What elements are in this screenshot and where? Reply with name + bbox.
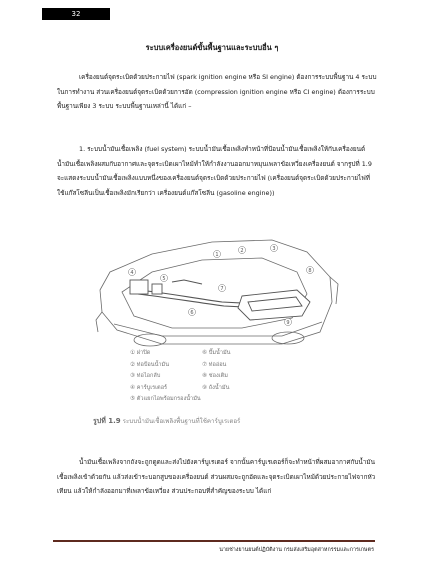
callout-7 bbox=[218, 284, 225, 292]
legend-right-column bbox=[202, 348, 231, 394]
svg-text:6: 6 bbox=[190, 310, 194, 316]
callout-1 bbox=[213, 250, 220, 258]
footer-divider bbox=[53, 540, 375, 542]
svg-text:5: 5 bbox=[162, 276, 166, 282]
legend-item: ⑦ ท่ออ่อน bbox=[202, 361, 227, 368]
legend-item: ① ฝาปิด bbox=[130, 350, 151, 356]
callout-9 bbox=[284, 318, 291, 326]
legend-item: ⑤ ตัวแยกไอพร้อมกรองน้ำมัน bbox=[130, 396, 201, 403]
footer-text: นายช่างยานยนต์ปฏิบัติงาน กรมส่งเสริมอุตสาหกรรมและการเกษตร bbox=[219, 547, 374, 553]
figure-caption-label: รูปที่ 1.9 bbox=[93, 417, 121, 425]
legend-item: ⑨ ถังน้ำมัน bbox=[202, 384, 230, 391]
svg-text:4: 4 bbox=[130, 270, 134, 276]
legend-item: ④ คาร์บูเรเตอร์ bbox=[130, 384, 168, 391]
fuel-system-illustration bbox=[92, 232, 342, 447]
figure-caption-text: ระบบน้ำมันเชื้อเพลิงพื้นฐานที่ใช้คาร์บูเรเตอร์ bbox=[122, 418, 241, 425]
svg-text:9: 9 bbox=[286, 320, 290, 326]
legend-item: ③ ท่อไอกลับ bbox=[130, 373, 161, 380]
svg-text:7: 7 bbox=[220, 286, 224, 292]
figure-caption bbox=[93, 416, 240, 427]
svg-text:1: 1 bbox=[215, 252, 219, 258]
legend-item: ⑧ ช่องเติม bbox=[202, 373, 228, 380]
carburetor-engine bbox=[130, 280, 162, 294]
paragraph-carburetor-text: น้ำมันเชื้อเพลิงจากถังจะถูกดูดและส่งไปยังคาร์บูเรเตอร์ จากนั้นคาร์บูเรเตอร์ก็จะทำหน้าที่ผสมอากาศกับน้ำมันเชื้อเพลิงเข้าด้วยกัน แล้วส่งเข้าระบอกสูบของเครื่องยนต์ ส่วนผสมจะถูกอัดและจุดระเบิดเผาไหม้ด้วยประกายไฟจากหัวเทียน แล้วให้กำลังออกมาที่เพลาข้อเหวี่ยง ส่วนประกอบที่สำคัญของระบบ ได้แก่ bbox=[57, 458, 376, 496]
svg-text:8: 8 bbox=[308, 268, 312, 274]
svg-text:3: 3 bbox=[272, 246, 276, 252]
callout-8 bbox=[306, 266, 313, 274]
legend-left-column bbox=[130, 348, 201, 406]
callout-5 bbox=[160, 274, 167, 282]
paragraph-fuel-system-text: 1. ระบบน้ำมันเชื้อเพลิง (fuel system) ระบบน้ำมันเชื้อเพลิงทำหน้าที่ป้อนน้ำมันเชื้อเพลิงให้กับเครื่องยนต์ น้ำมันเชื้อเพลิงผสมกับอากาศและจุดระเบิดเผาไหม้ทำให้กำลังงานออกมาหมุนเพลาข้อเหวี่ยงเครื่องยนต์ จากรูปที่ 1.9 จะแสดงระบบน้ำมันเชื้อเพลิงแบบหนึ่งของเครื่องยนต์จุดระเบิดด้วยประกายไฟ (เครื่องยนต์จุดระเบิดด้วยประกายไฟที่ใช้แก๊สโซลีนเป็นเชื้อเพลิงมักเรียกว่า เครื่องยนต์แก๊สโซลีน (gasoline engine)) bbox=[57, 145, 372, 197]
paragraph-intro-text: เครื่องยนต์จุดระเบิดด้วยประกายไฟ (spark ignition engine หรือ SI engine) ต้องการระบบพื้นฐาน 4 ระบบในการทำงาน ส่วนเครื่องยนต์จุดระเบิดด้วยการอัด (compression ignition engine หรือ CI engine) ต้องการระบบพื้นฐานเพียง 3 ระบบ ระบบพื้นฐานเหล่านี้ ได้แก่ – bbox=[57, 73, 377, 111]
paragraph-fuel-system bbox=[57, 142, 377, 200]
callout-3 bbox=[270, 244, 277, 252]
svg-text:2: 2 bbox=[240, 248, 244, 254]
callout-2 bbox=[238, 246, 245, 254]
callout-4 bbox=[128, 268, 135, 276]
paragraph-intro bbox=[57, 70, 377, 114]
fuel-tank bbox=[238, 290, 310, 320]
legend-item: ⑥ ปั๊มน้ำมัน bbox=[202, 350, 231, 356]
callout-6 bbox=[188, 308, 195, 316]
paragraph-carburetor bbox=[57, 455, 377, 499]
page-number: 32 bbox=[42, 8, 110, 20]
section-title: ระบบเครื่องยนต์ขั้นพื้นฐานและระบบอื่น ๆ bbox=[145, 43, 279, 52]
legend-item: ② ท่อป้อนน้ำมัน bbox=[130, 361, 170, 368]
